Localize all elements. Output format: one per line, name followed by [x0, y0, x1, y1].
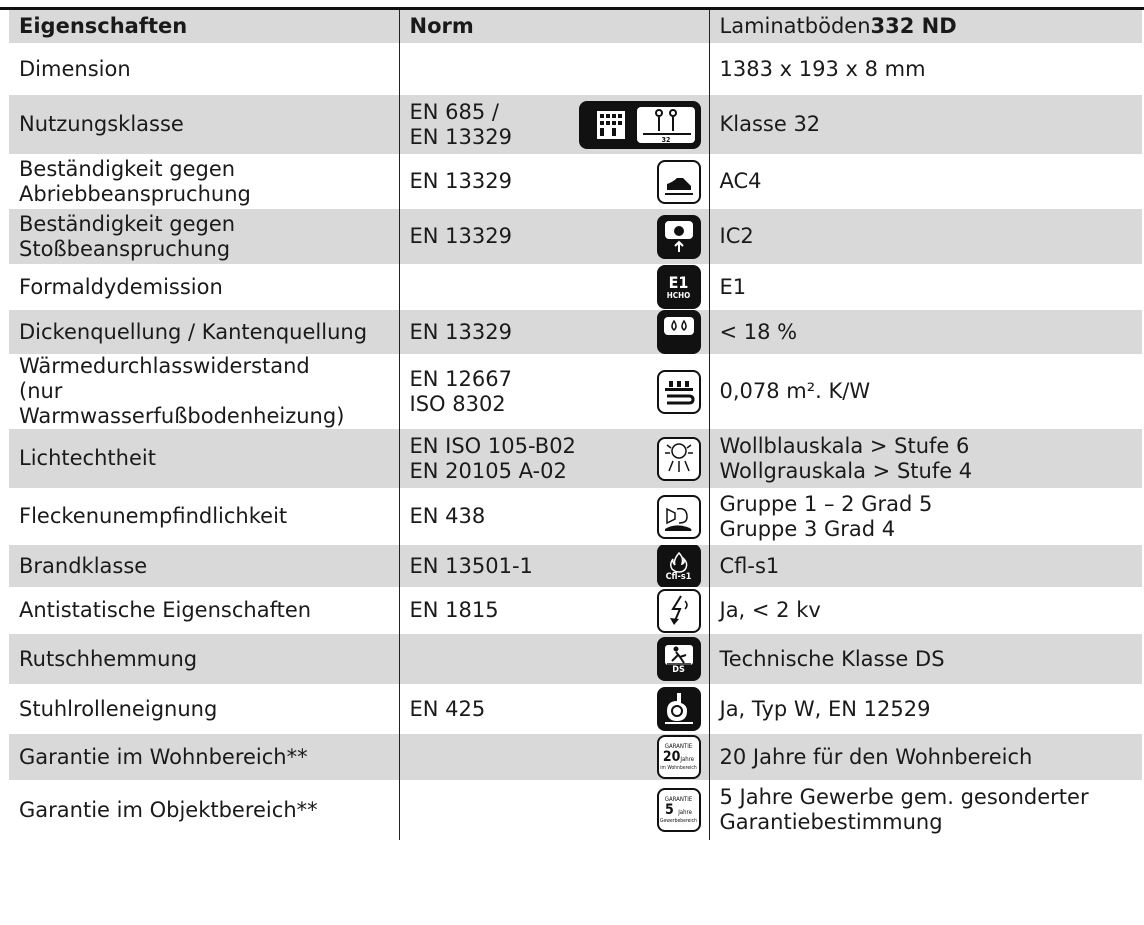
value-cell: Ja, < 2 kv: [709, 587, 1142, 634]
property-label: Antistatische Eigenschaften: [19, 598, 312, 622]
norm-cell: [399, 429, 709, 488]
table-row: [9, 310, 1142, 354]
guarantee-label: GARANTIE: [664, 743, 693, 750]
slip-resistance-icon: [657, 637, 701, 681]
table-row: [9, 587, 1142, 634]
property-label: Nutzungsklasse: [9, 95, 399, 154]
table-row: [9, 209, 1142, 264]
guarantee-years: [665, 803, 692, 818]
table-row: [9, 634, 1142, 684]
header-row: [9, 10, 1142, 43]
header-product-prefix: Laminatböden: [719, 14, 871, 38]
norm-cell: [399, 209, 709, 264]
impact-ball-icon: [657, 215, 701, 259]
norm-cell: [399, 684, 709, 734]
table-row: [9, 780, 1142, 840]
table-row: [9, 154, 1142, 209]
value-cell: AC4: [709, 154, 1142, 209]
property-label: Fleckenunempfindlichkeit: [19, 504, 288, 528]
property-label: Brandklasse: [9, 545, 399, 587]
norm-text: EN 685 / EN 13329: [409, 99, 512, 149]
value-cell: Wollblauskala > Stufe 6 Wollgrauskala > Stufe 4: [709, 429, 1142, 488]
table-row: [9, 488, 1142, 545]
properties-table: [9, 10, 1142, 840]
guarantee-years: [663, 750, 694, 765]
norm-text: EN 13329: [409, 169, 512, 193]
value-cell: Gruppe 1 – 2 Grad 5 Gruppe 3 Grad 4: [709, 488, 1142, 545]
norm-text: EN 13329: [409, 224, 512, 248]
norm-cell: [399, 734, 709, 780]
value-cell: Ja, Typ W, EN 12529: [709, 684, 1142, 734]
value-cell: Cfl-s1: [709, 545, 1142, 587]
table-row: [9, 429, 1142, 488]
guarantee-label: GARANTIE: [664, 796, 693, 803]
guarantee-years-number: 5: [665, 802, 674, 818]
usage-class-value: 32: [661, 135, 670, 144]
property-label: Garantie im Objektbereich**: [19, 797, 318, 822]
norm-cell: [399, 545, 709, 587]
e1-label: E1: [668, 273, 689, 292]
property-label: Rutschhemmung: [9, 634, 399, 684]
guarantee-jahre: Jahre: [680, 756, 695, 763]
norm-text: EN 13329: [409, 319, 512, 344]
property-label: Dimension: [19, 56, 131, 81]
norm-cell: [399, 310, 709, 354]
norm-text: EN 438: [409, 504, 486, 528]
norm-text: EN ISO 105-B02 EN 20105 A-02: [409, 433, 576, 483]
norm-cell: [399, 780, 709, 840]
usage-class-icon: [579, 101, 701, 149]
value-cell: 5 Jahre Gewerbe gem. gesonderter Garantiebestimmung: [709, 780, 1142, 840]
value-cell: 0,078 m². K/W: [709, 354, 1142, 429]
guarantee-sub: im Wohnbereich: [660, 765, 697, 771]
norm-text: EN 12667 ISO 8302: [409, 366, 512, 416]
table-row: [9, 95, 1142, 154]
table-row: [9, 545, 1142, 587]
table-row: [9, 264, 1142, 310]
property-label: Beständigkeit gegen Stoßbeanspruchung: [9, 209, 399, 264]
slip-class-label: DS: [672, 664, 685, 675]
value-cell: Klasse 32: [709, 95, 1142, 154]
header-product-code: 332 ND: [870, 14, 957, 38]
guarantee-years-number: 20: [662, 749, 681, 765]
norm-cell: [399, 95, 709, 154]
header-product: [709, 10, 1142, 43]
value-cell: Technische Klasse DS: [709, 634, 1142, 684]
norm-cell: [399, 354, 709, 429]
hcho-label: HCHO: [666, 291, 691, 300]
table-row: [9, 734, 1142, 780]
water-drops-icon: [657, 310, 701, 354]
norm-text: EN 13501-1: [409, 553, 533, 578]
guarantee-5-icon: [657, 788, 701, 832]
property-label: Stuhlrolleneignung: [19, 696, 218, 721]
fire-class-icon: [657, 545, 701, 587]
sun-lightfastness-icon: [657, 437, 701, 481]
property-label: Dickenquellung / Kantenquellung: [9, 310, 399, 354]
norm-cell: [399, 587, 709, 634]
value-cell: < 18 %: [709, 310, 1142, 354]
property-label: Formaldydemission: [19, 274, 223, 299]
norm-cell: [399, 634, 709, 684]
norm-text: EN 425: [409, 696, 486, 721]
stain-spill-icon: [657, 495, 701, 539]
norm-cell: [399, 264, 709, 310]
table-row: [9, 684, 1142, 734]
norm-cell: [399, 154, 709, 209]
header-norm: Norm: [399, 10, 709, 43]
antistatic-icon: [657, 589, 701, 633]
header-properties: Eigenschaften: [9, 10, 399, 43]
guarantee-sub: Gewerbebereich: [660, 818, 697, 824]
guarantee-jahre: Jahre: [678, 809, 692, 816]
e1-hcho-icon: [657, 265, 701, 309]
abrasion-shoe-icon: [657, 160, 701, 204]
value-cell: E1: [709, 264, 1142, 310]
chair-castor-icon: [657, 687, 701, 731]
table-row: [9, 43, 1142, 95]
value-cell: 1383 x 193 x 8 mm: [709, 43, 1142, 95]
norm-text: EN 1815: [409, 598, 499, 622]
value-cell: IC2: [709, 209, 1142, 264]
norm-cell: [399, 43, 709, 95]
property-label: Garantie im Wohnbereich**: [9, 734, 399, 780]
norm-cell: [399, 488, 709, 545]
property-label: Wärmedurchlasswiderstand (nur Warmwasserfußbodenheizung): [19, 354, 345, 428]
floor-heating-icon: [657, 370, 701, 414]
fire-class-label: Cfl-s1: [665, 571, 692, 582]
guarantee-20-icon: [657, 735, 701, 779]
value-cell: 20 Jahre für den Wohnbereich: [709, 734, 1142, 780]
property-label: Beständigkeit gegen Abriebbeanspruchung: [19, 156, 251, 206]
property-label: Lichtechtheit: [9, 429, 399, 488]
table-row: [9, 354, 1142, 429]
